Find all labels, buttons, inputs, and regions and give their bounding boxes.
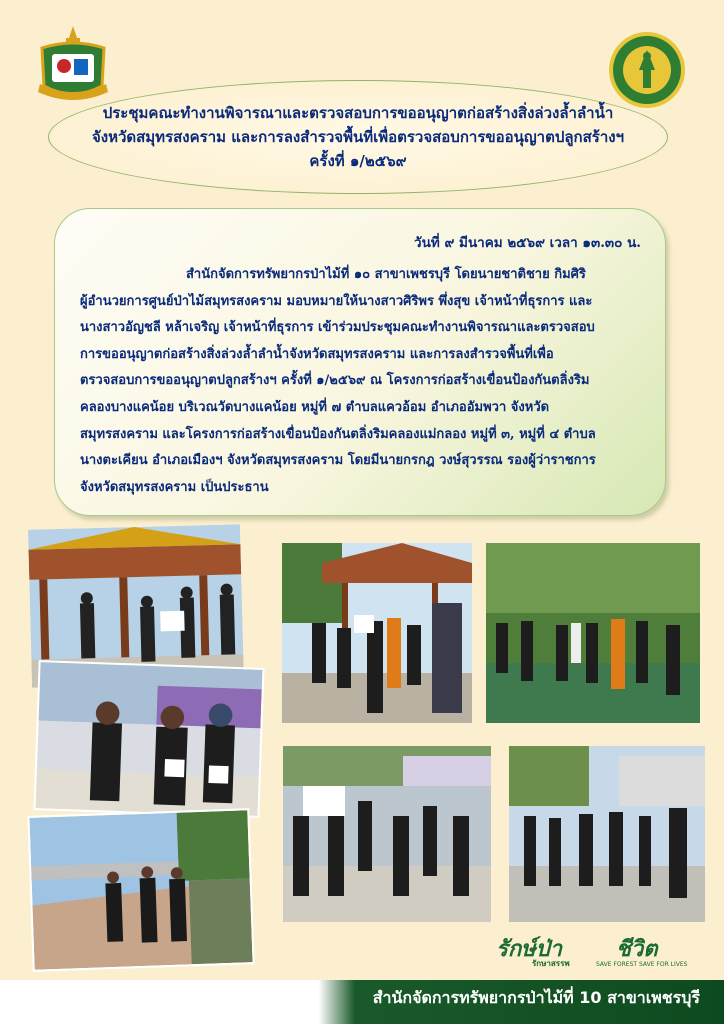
photo-riverside-walkway	[27, 808, 254, 972]
svg-text:รักษาสรรพ: รักษาสรรพ	[532, 959, 570, 968]
report-paragraph	[80, 262, 650, 501]
report-line: ผู้อำนวยการศูนย์ป่าไม้สมุทรสงคราม มอบหมายให้นางสาวศิริพร พึ่งสุข เจ้าหน้าที่ธุรการ และ	[80, 293, 593, 309]
svg-text:ชีวิต: ชีวิต	[616, 937, 658, 962]
report-line: สำนักจัดการทรัพยากรป่าไม้ที่ ๑๐ สาขาเพชรบุรี โดยนายชาติชาย กิมศิริ	[186, 267, 586, 282]
photo-pavilion-monk-group	[282, 543, 472, 723]
report-date: วันที่ ๙ มีนาคม ๒๕๖๙ เวลา ๑๓.๓๐ น.	[414, 235, 641, 251]
title-line-2: จังหวัดสมุทรสงคราม และการลงสำรวจพื้นที่เพื่อตรวจสอบการขออนุญาตปลูกสร้างฯ	[91, 128, 625, 146]
svg-text:รักษ์ป่า: รักษ์ป่า	[496, 937, 562, 962]
report-line: จังหวัดสมุทรสงคราม เป็นประธาน	[80, 479, 269, 495]
photo-street-briefing	[283, 746, 491, 922]
report-line: การขออนุญาตก่อสร้างสิ่งล่วงล้ำลำน้ำจังหวัดสมุทรสงคราม และการลงสำรวจพื้นที่เพื่อ	[80, 346, 554, 362]
photo-officers-with-documents	[33, 660, 264, 818]
royal-forest-department-seal	[603, 30, 691, 110]
report-line: คลองบางแคน้อย บริเวณวัดบางแคน้อย หมู่ที่ ๗ ตำบลแควอ้อม อำเภออัมพวา จังหวัด	[80, 399, 550, 415]
svg-text:SAVE FOREST SAVE FOR LIVES: SAVE FOREST SAVE FOR LIVES	[596, 961, 688, 968]
title-line-3: ครั้งที่ ๑/๒๕๖๙	[309, 152, 407, 170]
report-line: นางสาวอัญชลี หล้าเจริญ เจ้าหน้าที่ธุรการ เข้าร่วมประชุมคณะทำงานพิจารณาและตรวจสอบ	[80, 320, 595, 336]
report-line: นางตะเคียน อำเภอเมืองฯ จังหวัดสมุทรสงคราม โดยมีนายกรกฎ วงษ์สุวรรณ รองผู้ว่าราชการ	[80, 453, 596, 469]
photo-group-roadside	[509, 746, 705, 922]
report-text-box	[54, 208, 666, 516]
report-line: สมุทรสงคราม และโครงการก่อสร้างเขื่อนป้องกันตลิ่งริมคลองแม่กลอง หมู่ที่ ๓, หมู่ที่ ๔ ตำบล	[80, 426, 596, 442]
report-line: ตรวจสอบการขออนุญาตปลูกสร้างฯ ครั้งที่ ๑/๒๕๖๙ ณ โครงการก่อสร้างเขื่อนป้องกันตลิ่งริม	[80, 373, 590, 389]
footer-organization-name: สำนักจัดการทรัพยากรป่าไม้ที่ 10 สาขาเพชรบุรี	[372, 988, 700, 1007]
photo-forest-site-inspection	[486, 543, 700, 723]
provincial-emblem-logo	[36, 24, 110, 104]
title-oval	[48, 80, 668, 194]
title-line-1: ประชุมคณะทำงานพิจารณาและตรวจสอบการขออนุญาตก่อสร้างสิ่งล่วงล้ำลำน้ำ	[102, 104, 614, 122]
save-forest-brand-logo	[492, 934, 724, 974]
